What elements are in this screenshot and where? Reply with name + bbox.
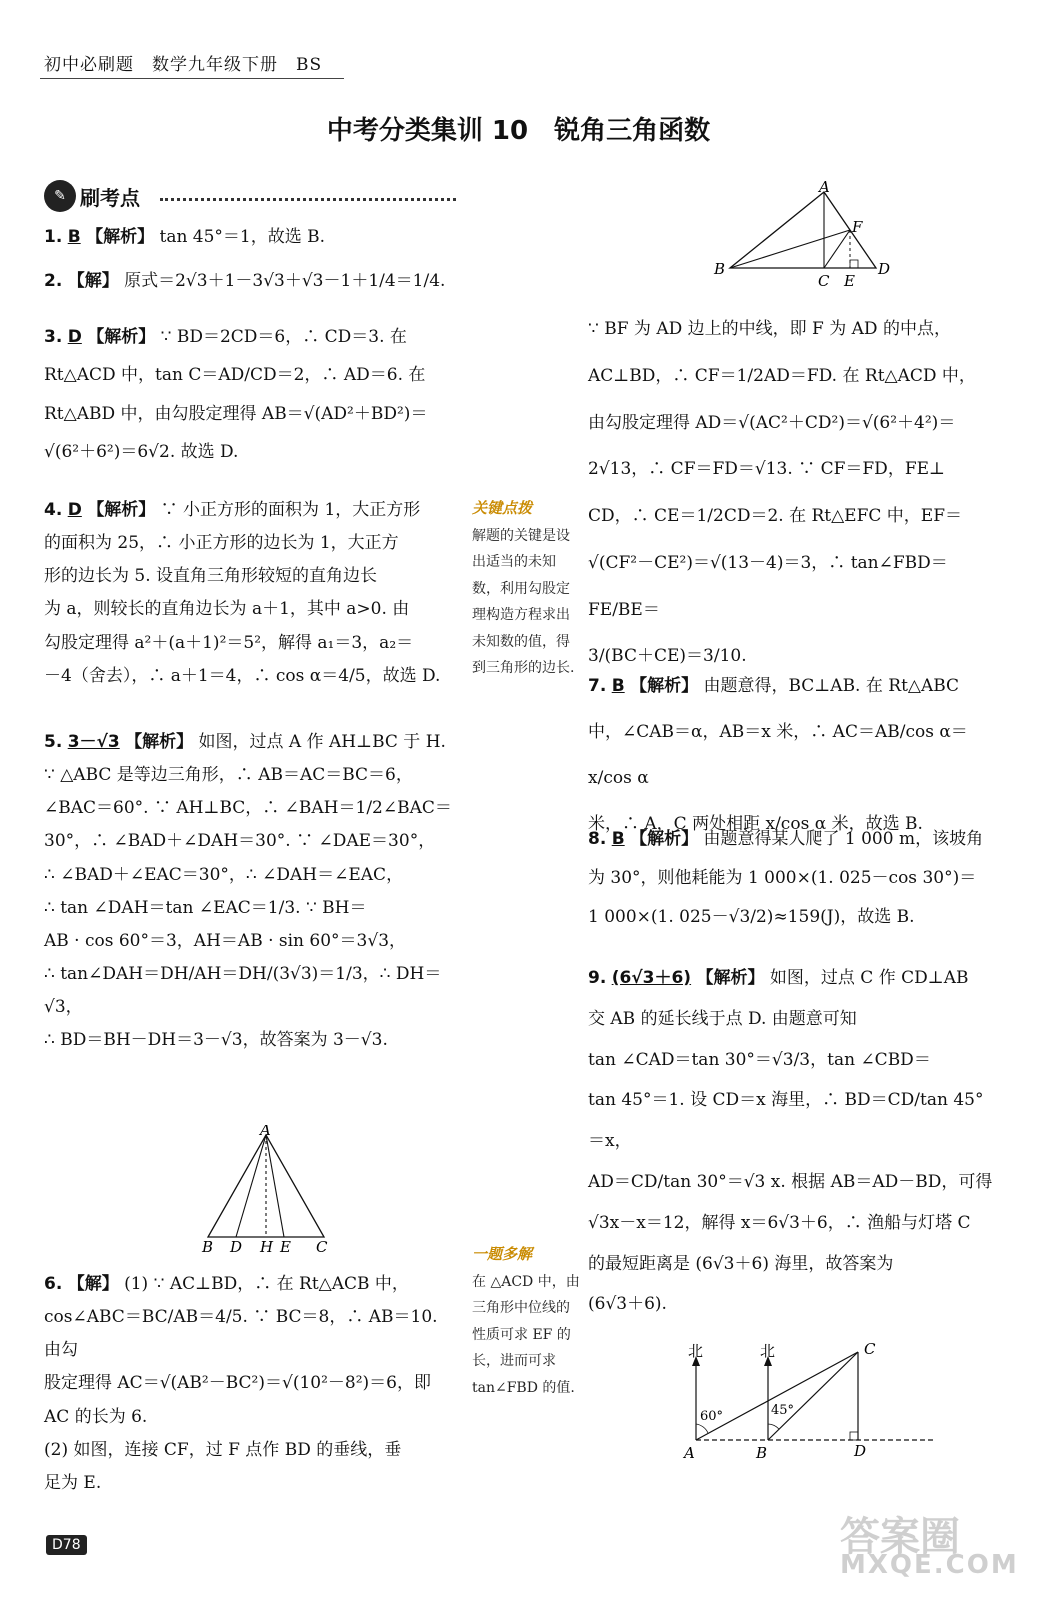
analysis-tag: 【解析】 bbox=[87, 327, 156, 347]
watermark-logo: 答案圈 bbox=[840, 1514, 960, 1560]
text-line: 3/(BC＋CE)＝3/10. bbox=[588, 646, 747, 667]
point-label: E bbox=[844, 272, 855, 290]
angle-label: 45° bbox=[771, 1403, 795, 1418]
question-2 bbox=[44, 270, 459, 293]
answer: (6√3＋6) bbox=[611, 968, 692, 988]
text-line: AB · cos 60°＝3，AH＝AB · sin 60°＝3√3， bbox=[44, 930, 407, 951]
text-line: 为 a，则较长的直角边长为 a＋1，其中 a>0. 由 bbox=[44, 599, 410, 620]
text-line: AC⊥BD，∴ CF＝1/2AD＝FD. 在 Rt△ACD 中， bbox=[588, 365, 976, 386]
text-line: 勾股定理得 a²＋(a＋1)²＝5²，解得 a₁＝3，a₂＝ bbox=[44, 632, 414, 653]
note-text: 在 △ACD 中，由三角形中位线的性质可求 EF 的长，进而可求 tan∠FBD 的值. bbox=[472, 1273, 580, 1396]
header-text: 初中必刷题 数学九年级下册 BS bbox=[44, 55, 323, 75]
note-title: 关键点拨 bbox=[472, 499, 533, 517]
analysis-tag: 【解析】 bbox=[87, 500, 156, 520]
text-line: 由题意得某人爬了 1 000 m，该坡角 bbox=[703, 829, 984, 849]
question-5 bbox=[44, 726, 459, 1057]
question-number: 2. bbox=[44, 271, 63, 291]
question-number: 7. bbox=[588, 676, 607, 696]
point-label: B bbox=[714, 260, 726, 278]
answer: B bbox=[611, 829, 625, 849]
text-line: 的面积为 25，∴ 小正方形的边长为 1，大正方 bbox=[44, 533, 399, 554]
text-line: ∴ BD＝BH－DH＝3－√3，故答案为 3－√3. bbox=[44, 1030, 388, 1051]
point-label: C bbox=[818, 272, 830, 290]
point-label: C bbox=[864, 1340, 876, 1358]
question-number: 8. bbox=[588, 829, 607, 849]
question-6-continued bbox=[588, 306, 1000, 680]
text-line: (2) 如图，连接 CF，过 F 点作 BD 的垂线，垂 bbox=[44, 1439, 402, 1460]
text-line: 为 30°，则他耗能为 1 000×(1. 025－cos 30°)＝ bbox=[588, 868, 977, 889]
point-label: D bbox=[878, 260, 891, 278]
text-line: ∵ BD＝2CD＝6，∴ CD＝3. 在 bbox=[160, 327, 407, 347]
north-label: 北 bbox=[688, 1342, 704, 1360]
answer: D bbox=[67, 500, 82, 520]
angle-label: 60° bbox=[700, 1409, 724, 1424]
text-line: tan 45°＝1. 设 CD＝x 海里，∴ BD＝CD/tan 45°＝x， bbox=[588, 1090, 984, 1152]
page-title: 中考分类集训 10 锐角三角函数 bbox=[326, 116, 711, 146]
text-line: ∴ tan∠DAH＝DH/AH＝DH/(3√3)＝1/3，∴ DH＝√3， bbox=[44, 963, 442, 1018]
north-label: 北 bbox=[760, 1342, 776, 1360]
point-label: B bbox=[202, 1238, 214, 1255]
question-number: 3. bbox=[44, 327, 63, 347]
point-label: A bbox=[684, 1444, 695, 1462]
text-line: CD，∴ CE＝1/2CD＝2. 在 Rt△EFC 中，EF＝ bbox=[588, 506, 963, 526]
figure-equilateral-triangle bbox=[196, 1125, 336, 1255]
answer: D bbox=[67, 327, 82, 347]
question-6 bbox=[44, 1268, 459, 1500]
text-line: (1) ∵ AC⊥BD，∴ 在 Rt△ACB 中， bbox=[124, 1274, 409, 1294]
answer: 3－√3 bbox=[67, 732, 120, 752]
text-line: 中，∠CAB＝α，AB＝x 米，∴ AC＝AB/cos α＝x/cos α bbox=[588, 721, 968, 788]
text-line: AD＝CD/tan 30°＝√3 x. 根据 AB＝AD－BD，可得 bbox=[588, 1171, 993, 1192]
question-4 bbox=[44, 494, 459, 693]
text-line: ∴ tan ∠DAH＝tan ∠EAC＝1/3. ∵ BH＝ bbox=[44, 897, 367, 918]
text-line: Rt△ACD 中，tan C＝AD/CD＝2，∴ AD＝6. 在 bbox=[44, 365, 426, 386]
text-line: (6√3＋6). bbox=[588, 1294, 667, 1315]
figure-triangle-abd bbox=[706, 180, 896, 290]
text-line: cos∠ABC＝BC/AB＝4/5. ∵ BC＝8，∴ AB＝10. 由勾 bbox=[44, 1307, 438, 1361]
page-number: D78 bbox=[46, 1535, 87, 1555]
text-line: ∴ ∠BAD＋∠EAC＝30°，∴ ∠DAH＝∠EAC， bbox=[44, 864, 404, 885]
point-label: A bbox=[819, 180, 830, 196]
text-line: 由勾股定理得 AD＝√(AC²＋CD²)＝√(6²＋4²)＝ bbox=[588, 412, 956, 433]
text-line: 30°，∴ ∠BAD＋∠DAH＝30°. ∵ ∠DAE＝30°， bbox=[44, 831, 436, 852]
figure-lighthouse bbox=[672, 1340, 942, 1470]
section-badge bbox=[44, 180, 140, 212]
text-line: ∵ BF 为 AD 边上的中线，即 F 为 AD 的中点， bbox=[588, 319, 951, 339]
text-line: 形的边长为 5. 设直角三角形较短的直角边长 bbox=[44, 566, 378, 587]
analysis-tag: 【解析】 bbox=[630, 829, 699, 849]
text-line: ∵ △ABC 是等边三角形，∴ AB＝AC＝BC＝6， bbox=[44, 765, 413, 786]
text-line: Rt△ABD 中，由勾股定理得 AB＝√(AD²＋BD²)＝ bbox=[44, 403, 428, 424]
text-line: √(CF²－CE²)＝√(13－4)＝3，∴ tan∠FBD＝FE/BE＝ bbox=[588, 552, 948, 620]
point-label: D bbox=[854, 1442, 867, 1460]
text-line: 如图，过点 A 作 AH⊥BC 于 H. bbox=[198, 732, 446, 752]
point-label: F bbox=[852, 218, 863, 236]
text-line: 2√13，∴ CF＝FD＝√13. ∵ CF＝FD，FE⊥ bbox=[588, 459, 946, 480]
text-line: 由题意得，BC⊥AB. 在 Rt△ABC bbox=[703, 676, 960, 696]
note-title: 一题多解 bbox=[472, 1245, 533, 1263]
point-label: E bbox=[280, 1238, 291, 1255]
text-line: －4（舍去），∴ a＋1＝4，∴ cos α＝4/5，故选 D. bbox=[44, 665, 441, 686]
text-line: √(6²＋6²)＝6√2. 故选 D. bbox=[44, 441, 239, 462]
text-line: 交 AB 的延长线于点 D. 由题意可知 bbox=[588, 1008, 857, 1029]
section-divider bbox=[160, 198, 456, 201]
text-line: tan ∠CAD＝tan 30°＝√3/3，tan ∠CBD＝ bbox=[588, 1049, 931, 1070]
text-line: 如图，过点 C 作 CD⊥AB bbox=[769, 968, 969, 988]
analysis-tag: 【解析】 bbox=[86, 227, 155, 247]
question-number: 5. bbox=[44, 732, 63, 752]
key-point-note bbox=[472, 494, 580, 682]
analysis-tag: 【解析】 bbox=[696, 968, 765, 988]
section-badge-label: 刷考点 bbox=[80, 185, 140, 210]
header-divider bbox=[40, 78, 344, 79]
point-label: C bbox=[316, 1238, 328, 1255]
text-line: √3x－x＝12，解得 x＝6√3＋6，∴ 渔船与灯塔 C bbox=[588, 1212, 971, 1233]
question-8 bbox=[588, 820, 1000, 937]
question-number: 6. bbox=[44, 1274, 63, 1294]
pencil-icon: ✎ bbox=[44, 180, 76, 212]
point-label: D bbox=[230, 1238, 243, 1255]
text-line: 股定理得 AC＝√(AB²－BC²)＝√(10²－8²)＝6，即 bbox=[44, 1373, 431, 1394]
question-number: 4. bbox=[44, 500, 63, 520]
solution-tag: 【解】 bbox=[67, 271, 119, 291]
text-line: ∠BAC＝60°. ∵ AH⊥BC，∴ ∠BAH＝1/2∠BAC＝ bbox=[44, 798, 452, 819]
question-9 bbox=[588, 958, 1000, 1325]
question-text: tan 45°＝1，故选 B. bbox=[159, 227, 326, 247]
text-line: 足为 E. bbox=[44, 1472, 102, 1493]
text-line: ∵ 小正方形的面积为 1，大正方形 bbox=[160, 500, 421, 520]
text-line: AC 的长为 6. bbox=[44, 1406, 148, 1427]
point-label: H bbox=[260, 1238, 274, 1255]
answer: B bbox=[611, 676, 625, 696]
question-number: 9. bbox=[588, 968, 607, 988]
point-label: A bbox=[260, 1125, 271, 1139]
watermark-url: MXQE.COM bbox=[840, 1550, 1019, 1580]
text-line: 的最短距离是 (6√3＋6) 海里，故答案为 bbox=[588, 1253, 894, 1274]
question-number: 1. bbox=[44, 227, 63, 247]
note-text: 解题的关键是设出适当的未知数，利用勾股定理构造方程求出未知数的值，得到三角形的边长. bbox=[472, 527, 575, 677]
question-1 bbox=[44, 226, 459, 249]
question-text: 原式＝2√3＋1－3√3＋√3－1＋1/4＝1/4. bbox=[124, 271, 446, 291]
solution-tag: 【解】 bbox=[67, 1274, 119, 1294]
analysis-tag: 【解析】 bbox=[630, 676, 699, 696]
text-line: 1 000×(1. 025－√3/2)≈159(J)，故选 B. bbox=[588, 907, 915, 928]
answer: B bbox=[67, 227, 81, 247]
question-3 bbox=[44, 318, 459, 471]
point-label: B bbox=[756, 1444, 768, 1462]
text-line: 米，∴ A，C 两处相距 x/cos α 米，故选 B. bbox=[588, 813, 923, 834]
analysis-tag: 【解析】 bbox=[125, 732, 194, 752]
multiple-solutions-note bbox=[472, 1240, 580, 1401]
